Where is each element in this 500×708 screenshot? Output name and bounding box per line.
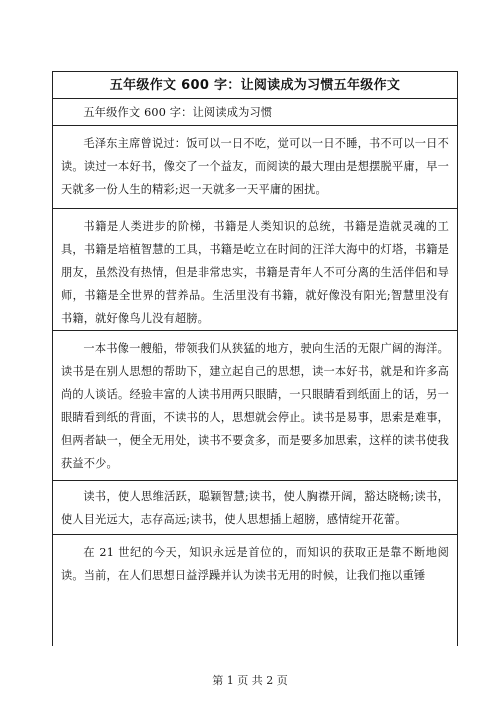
- subtitle-row: [53, 99, 457, 126]
- paragraph-text: 读书，使人思维活跃，聪颖智慧;读书，使人胸襟开阔，豁达晓畅;读书，使人目光远大，志存高远;读书，使人思想插上超膀，感情绽开花蕾。: [61, 490, 449, 526]
- page-number-footer: 第 1 页 共 2 页: [212, 674, 288, 687]
- essay-table: [52, 71, 458, 646]
- paragraph-row-1: [53, 126, 457, 209]
- paragraph-row-2: [53, 209, 457, 331]
- document-title: 五年级作文 600 字：让阅读成为习惯五年级作文: [53, 72, 457, 99]
- paragraph-row-5: [53, 535, 457, 646]
- paragraph-row-3: [53, 331, 457, 481]
- paragraph-text: 在 21 世纪的今天，知识永远是首位的，而知识的获取正是靠不断地阅读。当前，在人们思想日益浮躁并认为读书无用的时候，让我们拖以重锤: [61, 546, 449, 582]
- subtitle-text: 五年级作文 600 字：让阅读成为习惯: [83, 106, 273, 119]
- paragraph-text: 毛泽东主席曾说过：饭可以一日不吃，觉可以一日不睡，书不可以一日不读。读过一本好书，像交了一个益友，而阅读的最大理由是想摆脱平庸，早一天就多一份人生的精彩;迟一天就多一天平庸的困扰。: [61, 137, 449, 196]
- paragraph-row-4: [53, 481, 457, 535]
- paragraph-text: 一本书像一艘船，带领我们从狭猛的地方，驶向生活的无限广阔的海洋。读书是在别人思想的帮助下，建立起自己的思想，读一本好书，就是和许多高尚的人谈话。经验丰富的人读书用两只眼睛，一只眼睛看到纸面上的话，另一眼睛看到纸的背面，不读书的人，思想就会停止。读书是易事，思索是难事，但两者缺一，便全无用处，读书不要贪多，而是要多加思索，这样的读书使我获益不少。: [61, 342, 449, 470]
- paragraph-text: 书籍是人类进步的阶梯，书籍是人类知识的总统，书籍是造就灵魂的工具，书籍是培植智慧的工具，书籍是屹立在时间的汪洋大海中的灯塔，书籍是朋友，虽然没有热情，但是非常忠实，书籍是青年人不可分离的生活伴侣和导师，书籍是全世界的营养品。生活里没有书籍，就好像没有阳光;智慧里没有书籍，就好像鸟儿没有超膀。: [61, 220, 449, 325]
